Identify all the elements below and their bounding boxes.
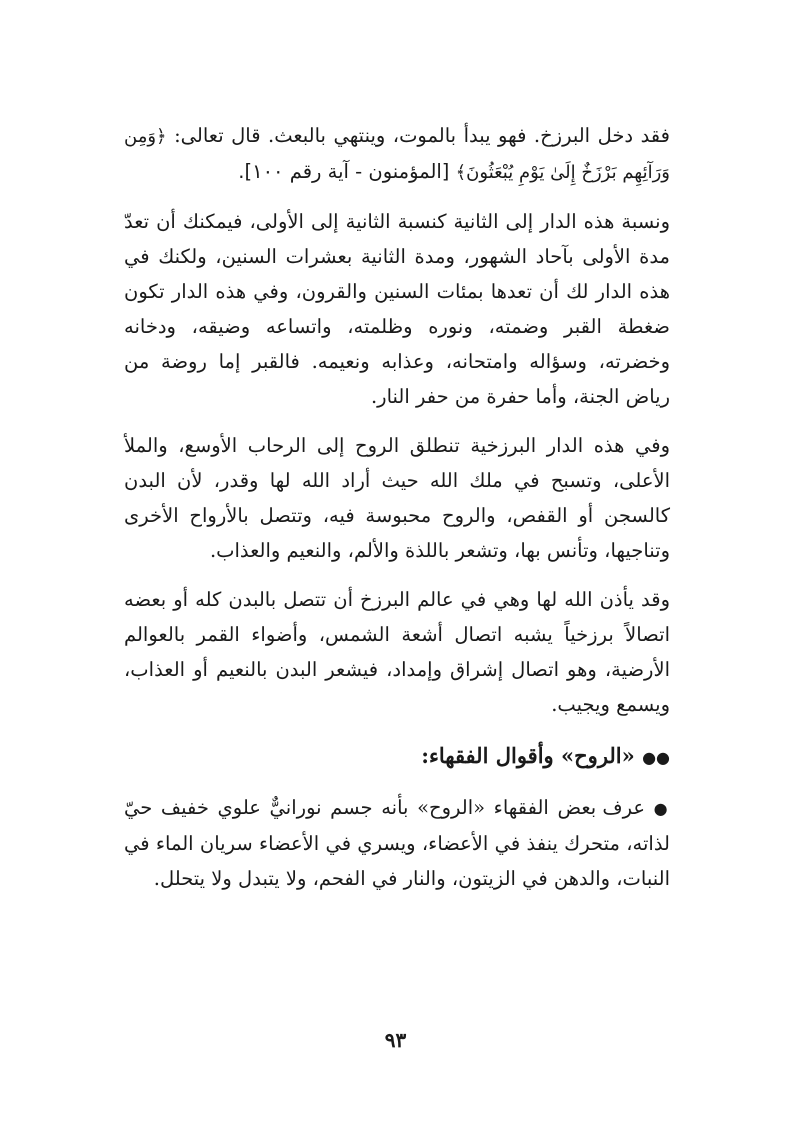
definition-text: عرف بعض الفقهاء «الروح» بأنه جسم نورانيٌّ علوي خفيف حيّ لذاته، متحرك ينفذ في الأعضاء، ويسري في الأعضاء سريان الماء في النبات، والدهن في الزيتون، والنار في الفحم، ولا يتبدل ولا يتحلل. xyxy=(124,796,670,890)
heading-text: «الروح» وأقوال الفقهاء: xyxy=(421,743,635,768)
heading-bullets: ●● xyxy=(642,748,670,767)
intro-text: فقد دخل البرزخ. فهو يبدأ بالموت، وينتهي بالبعث. قال تعالى: xyxy=(174,124,670,147)
paragraph-bullet: ● xyxy=(653,799,670,818)
page-number: ٩٣ xyxy=(384,1028,407,1052)
paragraph-second-abode: ونسبة هذه الدار إلى الثانية كنسبة الثانية إلى الأولى، فيمكنك أن تعدّ مدة الأولى بآحاد الشهور، ومدة الثانية بعشرات السنين، ولكنك في هذه الدار لك أن تعدها بمئات السنين والقرون، وفي هذه الدار تكون ضغطة القبر وضمته، ونوره وظلمته، واتساعه وضيقه، ودخانه وخضرته، وسؤاله وامتحانه، وعذابه ونعيمه. فالقبر إما روضة من رياض الجنة، وأما حفرة من حفر النار. xyxy=(124,210,670,408)
section-heading xyxy=(124,738,670,776)
page-body xyxy=(124,118,670,896)
quran-verse: ﴿وَمِن وَرَآئِهِم بَرْزَخٌ إِلَىٰ يَوْمِ يُبْعَثُونَ﴾ xyxy=(124,126,670,183)
paragraph-barzakh-intro xyxy=(124,118,670,190)
paragraph-jurists-definition xyxy=(124,790,670,896)
paragraph-soul-freedom: وفي هذه الدار البرزخية تنطلق الروح إلى الرحاب الأوسع، والملأ الأعلى، وتسبح في ملك الله حيث أراد الله لها وقدر، لأن البدن كالسجن أو القفص، والروح محبوسة فيه، وتتصل بالأرواح الأخرى وتناجيها، وتأنس بها، وتشعر باللذة والألم، والنعيم والعذاب. xyxy=(124,434,670,562)
paragraph-soul-body-connection: وقد يأذن الله لها وهي في عالم البرزخ أن تتصل بالبدن كله أو بعضه اتصالاً برزخياً يشبه اتصال أشعة الشمس، وأضواء القمر بالعوالم الأرضية، وهو اتصال إشراق وإمداد، فيشعر البدن بالنعيم أو العذاب، ويسمع ويجيب. xyxy=(124,588,670,716)
verse-citation: [المؤمنون - آية رقم ١٠٠]. xyxy=(238,160,450,183)
